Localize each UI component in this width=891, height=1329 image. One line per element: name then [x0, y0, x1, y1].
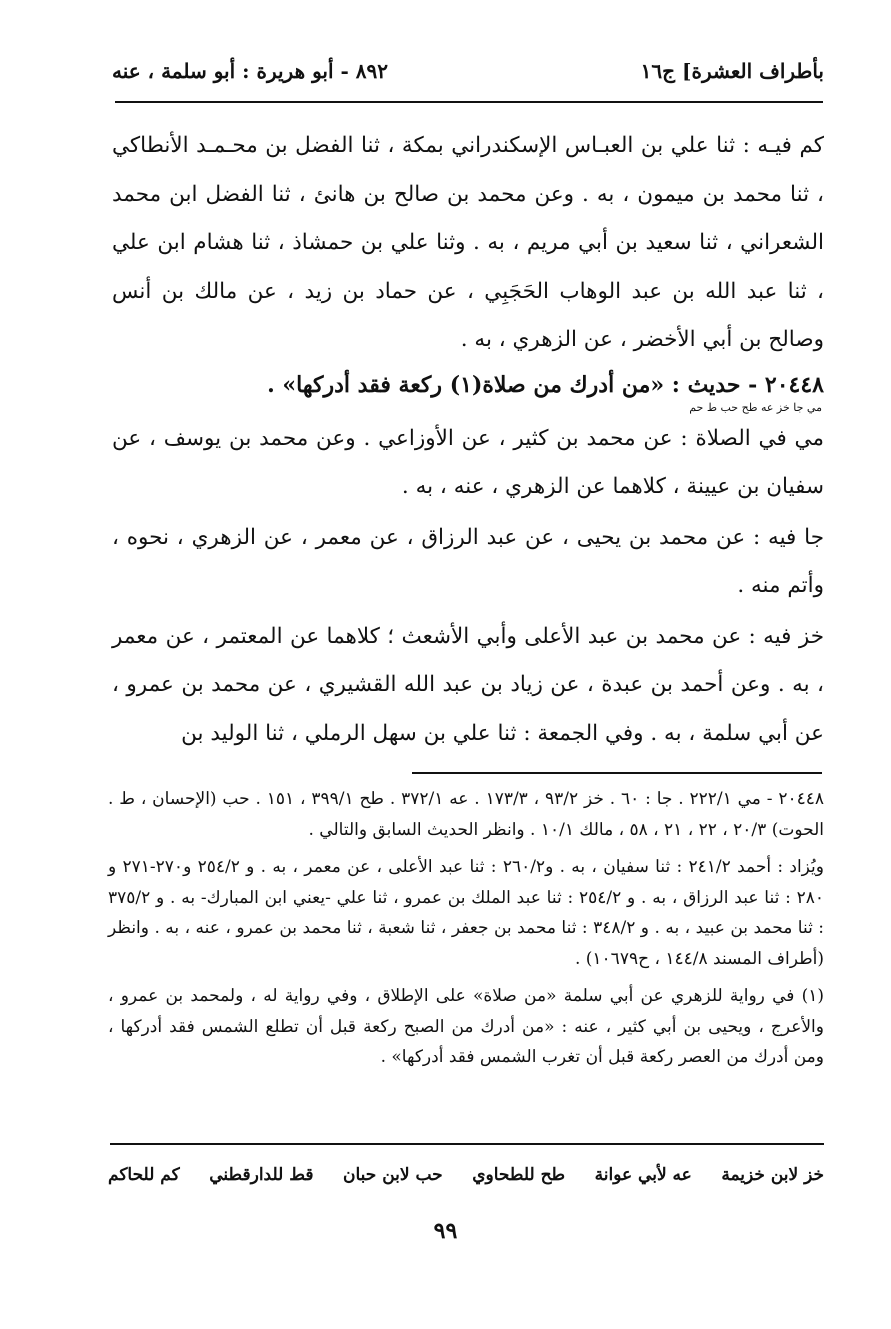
text-line: ابن محمد الشعراني ، ثنا سعيد بن أبي مريم ، به . وثنا علي بن حمشاذ ، ثنا هشام	[112, 181, 824, 255]
header-book-title: بأطراف العشرة] ج١٦	[640, 59, 824, 83]
abbr-item: طح للطحاوي	[472, 1165, 566, 1185]
page-number: ٩٩	[433, 1218, 458, 1244]
footnote-sources	[108, 784, 824, 845]
text-line: أنس وصالح بن أبي الأخضر ، عن الزهري ، به .	[112, 278, 824, 352]
abbr-item: كم للحاكم	[108, 1165, 180, 1185]
text-line: عمرو ، عن أبي سلمة ، به . وفي الجمعة : ثنا علي بن سهل الرملي ، ثنا الوليد بن	[112, 672, 824, 746]
note-line: ويُزاد : أحمد ٢٤١/٢ : ثنا سفيان ، به . و٢٦٠/٢ : ثنا عبد الأعلى ، عن معمر ، به . و ٢٥٤/٢	[197, 857, 824, 877]
text-line: خز فيه : عن محمد بن عبد الأعلى وأبي الأشعث ؛ كلاهما عن المعتمر ، عن	[165, 623, 824, 649]
header-section-title: ٨٩٢ - أبو هريرة : أبو سلمة ، عنه	[112, 59, 389, 83]
paragraph-kam	[112, 122, 824, 365]
note-line: و٢٧٠-٢٧١ و ٢٨٠ : ثنا عبد الرزاق ، به . و ٢٥٤/٢ : ثنا عبد الملك بن عمرو ، ثنا علي -يعني	[108, 857, 825, 908]
note-line: شعبة ، ثنا محمد بن عمرو ، عنه ، به . وانظر (أطراف المسند ١٤٤/٨ ، ح١٠٦٧٩) .	[108, 918, 824, 969]
footnote-one	[108, 981, 824, 1073]
text-line: الأنطاكي ، ثنا محمد بن ميمون ، به . وعن محمد بن صالح بن هانئ ، ثنا الفضل	[112, 133, 824, 207]
text-line: مي في الصلاة : عن محمد بن كثير ، عن الأوزاعي . وعن محمد بن يوسف ،	[149, 425, 824, 451]
paragraph-mi	[112, 415, 824, 512]
abbr-item: قط للدارقطني	[209, 1165, 314, 1185]
paragraph-khz	[112, 613, 824, 759]
note-line: ابن المبارك- به . و ٣٧٥/٢ : ثنا محمد بن عبيد ، به . و ٣٤٨/٢ : ثنا محمد بن جعفر ، ثنا	[108, 887, 824, 938]
footnote-separator	[412, 772, 822, 774]
abbr-item: حب لابن حبان	[342, 1165, 443, 1185]
running-header	[112, 52, 824, 90]
text-line: معمر ، به . وعن أحمد بن عبدة ، عن زياد بن عبد الله القشيري ، عن محمد بن	[112, 623, 825, 697]
abbreviation-key	[108, 1158, 824, 1192]
hadith-heading: ٢٠٤٤٨ - حديث : «من أدرك من صلاة(١) ركعة فقد أدركها» .	[267, 371, 824, 398]
note-line: ٢٠٤٤٨ - مي ٢٢٢/١ . جا : ٦٠ . خز ٩٣/٢ ، ١٧٣/٣ . عه ٣٧٢/١ . طح ٣٩٩/١ ، ١٥١ . حب	[222, 789, 825, 809]
text-line: كم فيـه : ثنا علي بن العبـاس الإسكندراني بمكة ، ثنا الفضل بن محـمـد	[196, 133, 824, 158]
text-line: وأتم منه .	[737, 573, 824, 598]
note-line: فقد أدركها ، ومن أدرك من العصر ركعة قبل أن تغرب الشمس فقد أدركها» .	[108, 1016, 824, 1067]
abbr-item: عه لأبي عوانة	[594, 1165, 692, 1185]
main-text	[112, 122, 824, 758]
footnotes	[108, 784, 824, 1073]
note-line: (١) في رواية للزهري عن أبي سلمة «من صلاة» على الإطلاق ، وفي رواية له ، ولمحمد بن	[165, 986, 825, 1006]
note-line: عمرو ، والأعرج ، ويحيى بن أبي كثير ، عنه : «من أدرك من الصبح ركعة قبل أن تطلع الشمس	[108, 986, 824, 1037]
text-line: ابن علي ، ثنا عبد الله بن عبد الوهاب الحَجَبِي ، عن حماد بن زيد ، عن مالك بن	[112, 230, 824, 304]
header-rule	[115, 101, 823, 103]
footnote-additions	[108, 852, 824, 974]
paragraph-ja	[112, 514, 824, 611]
text-line: جا فيه : عن محمد بن يحيى ، عن عبد الرزاق ، عن معمر ، عن الزهري ، نحوه ،	[112, 524, 824, 550]
hadith-sigla: مي جا خز عه طح حب ط حم	[689, 400, 822, 414]
footer-rule	[110, 1143, 824, 1145]
text-line: عن سفيان بن عيينة ، كلاهما عن الزهري ، عنه ، به .	[112, 425, 824, 499]
abbr-item: خز لابن خزيمة	[721, 1165, 824, 1185]
note-line: (الإحسان ، ط . الحوت) ٢٠/٣ ، ٢٢ ، ٢١ ، ٥٨ ، مالك ١٠/١ . وانظر الحديث السابق والتالي .	[108, 789, 824, 840]
